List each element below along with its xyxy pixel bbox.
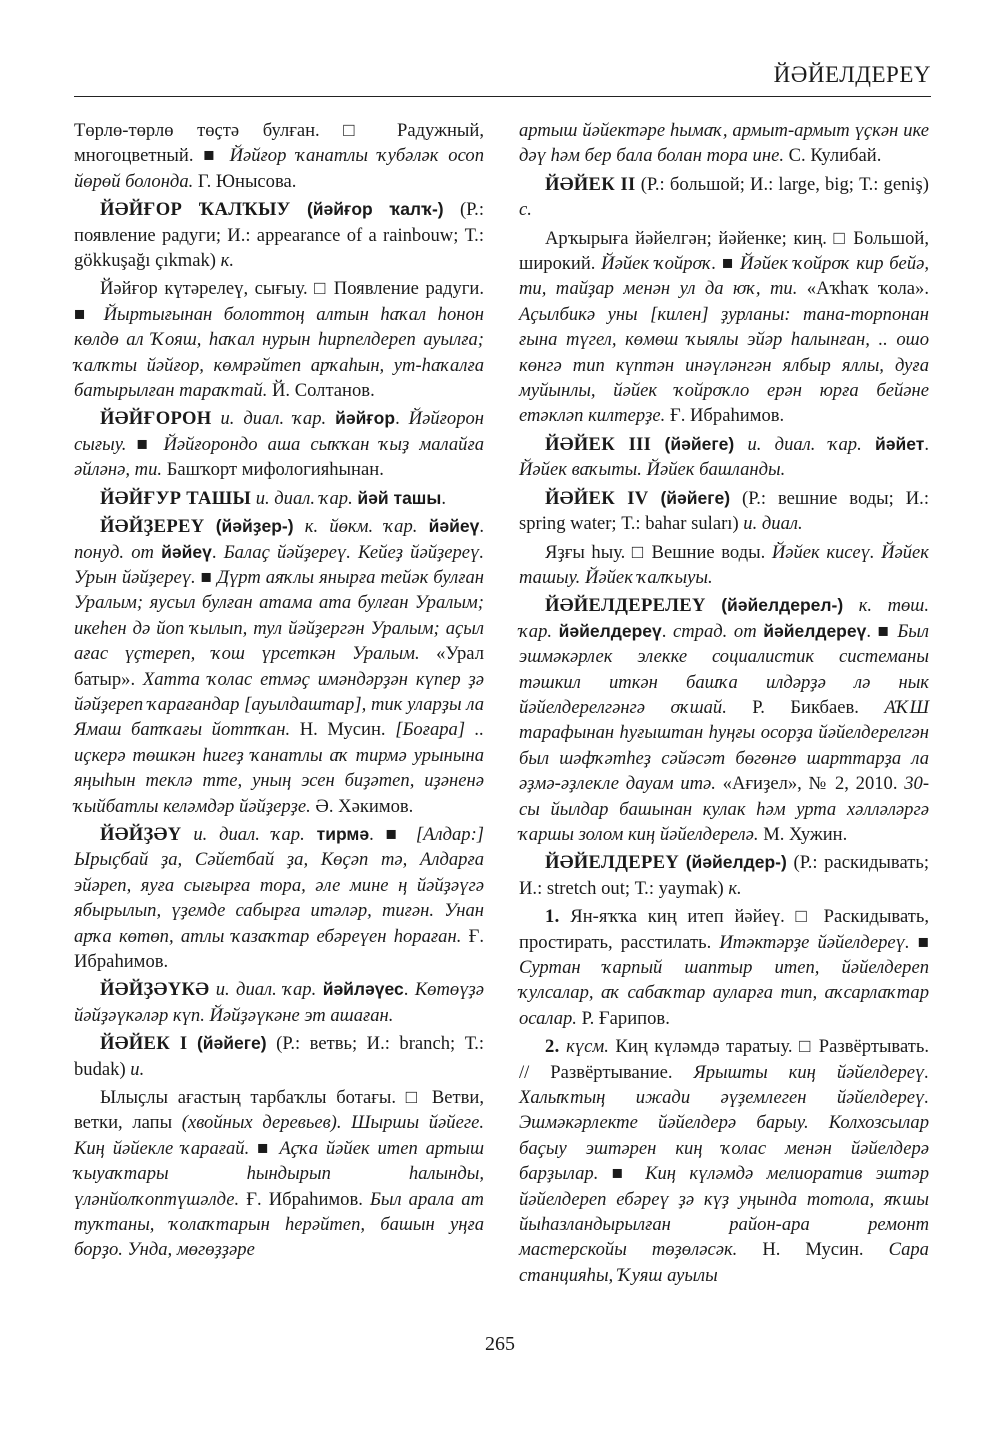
entry-text: . ■ xyxy=(369,823,416,845)
headword: ЙӘЙҒОР ҠАЛҠЫУ xyxy=(100,199,291,221)
entry-text: (Р.: ветвь; И.: branch; Т.: budak) xyxy=(74,1033,485,1080)
dictionary-entry xyxy=(74,406,484,482)
dictionary-entry xyxy=(519,593,929,847)
entry-text: ■ xyxy=(716,253,741,275)
italic-text: с. xyxy=(519,199,532,221)
entry-text: (Р.: раскидывать; И.: stretch out; Т.: yaymak) xyxy=(519,852,929,899)
entry-text: . xyxy=(661,620,673,642)
entry-text xyxy=(291,199,307,220)
dictionary-entry xyxy=(519,118,929,169)
entry-text: Йәйғор күтәрелеү, сығыу. □ Появление радуги. ■ xyxy=(74,278,484,325)
entry-text xyxy=(305,824,317,845)
italic-text: к. төш. ҡар. xyxy=(519,595,929,642)
italic-text: к. йөкм. ҡар. xyxy=(304,516,418,538)
entry-text: Яҙғы һыу. □ Вешние воды. xyxy=(545,541,772,563)
grammar-form: (йәйғор ҡалҡ-) xyxy=(306,199,444,220)
grammar-form: (йәйелдер-) xyxy=(685,852,787,873)
italic-text: (хвойных деревьев). Шыршы йәйеге. Киң йәйеклe ҡарағай. xyxy=(74,1112,484,1159)
entry-text: Төрлө-төрлө төҫтә булған. xyxy=(74,120,344,141)
entry-text: Р. Бикбаев. xyxy=(726,696,885,718)
entry-text: . xyxy=(924,433,930,455)
dictionary-entry xyxy=(519,904,929,1031)
italic-text: Балаҫ йәйҙереү. Кейеҙ йәйҙереү. Урын йәйҙереү. xyxy=(74,541,484,588)
italic-text: Был арала ат туҡтаны, ҡолаҡтарын һерәйтеп, башын уңға борҙо. Унда, мөгөҙҙәре xyxy=(74,1188,484,1261)
italic-text: Сара станцияһы, Ҡуяш ауылы xyxy=(519,1239,929,1286)
entry-text xyxy=(417,516,428,537)
entry-text: . xyxy=(479,516,484,538)
entry-text: Ә. Хәкимов. xyxy=(310,795,414,817)
headword: ЙӘЙЕЛДЕРЕЛЕҮ xyxy=(545,595,706,617)
entry-text: Башҡорт мифологияһынан. xyxy=(162,459,384,481)
italic-text: 30-сы йылдар башынан кулак һәм урта хәлләләргә ҡаршы золом киң йәйелдерелә. xyxy=(519,773,930,845)
entry-text: (Р.: появление радуги; И.: appearance of a rainbouw; Т.: gökkuşağı çıkmak) xyxy=(74,199,484,272)
entry-text xyxy=(734,434,747,455)
entry-text: Ян-яҡҡа киң итеп йәйеү. □ Раскидывать, простирать, расстилать. xyxy=(519,906,929,953)
italic-text: артыш йәйектәре һымаҡ, армыт-армыт үҫкән ике дәү һәм бер бала болан тора ине. xyxy=(519,120,929,167)
grammar-form: йәйелдереү xyxy=(558,620,662,641)
italic-text: Аҫҡа йәйек итеп артыш ҡыуаҡтары һындырып һалынды, үләнйолҡоптүшәлде. xyxy=(74,1137,485,1210)
left-column xyxy=(74,118,484,1266)
italic-text: и. диал. ҡар. xyxy=(193,823,305,845)
italic-text: Йәйек ҡойроҡ кир бейә, ти, тайҙар менән ул да юҡ, ти. xyxy=(519,253,930,300)
italic-text: страд. от xyxy=(673,620,757,642)
entry-text: Й. Солтанов. xyxy=(267,380,375,402)
italic-text: Йәйғор ҡанатлы ҡубәләк осоп йөрөй болонда. xyxy=(74,145,484,192)
entry-text: . ■ xyxy=(866,620,898,642)
grammar-form: (йәйеге) xyxy=(660,487,731,508)
entry-text: Арҡырыға йәйелгән; йәйенке; киң. □ Большой, широкий. xyxy=(519,227,929,275)
italic-text: Көтөүҙә йәйҙәүкәләр күп. Йәйҙәүкәне эт ашаған. xyxy=(74,979,485,1026)
italic-text: и. диал. ҡар. xyxy=(215,979,317,1001)
entry-text xyxy=(679,852,686,873)
italic-text: [Боғара] .. иҫкерә төшкән һигеҙ ҡанатлы аҡ тирмә урынына яңыһын теклә тте, уның эсен биҙәтеп, иҙәненә ҡыйбатлы келәмдәр йәйҙерҙе. xyxy=(74,719,484,817)
italic-text: [Алдар:] Ырыҫбай ҙа, Сәйетбай ҙа, Көҫәп тә, Алдарға эйәреп, яуға сығырға тора, әле мине ң йәйҙәүгә ябырылып, үҙемде сабырға итәләр, тиғән. Унан арҡа көтөп, атлы ҡазаҡтар ебәреүен һораған. xyxy=(74,823,485,947)
entry-text: Ғ. Ибраһимов. xyxy=(665,405,785,427)
italic-text: Ярышты киң йәйелдереү. Халыҡтың ижади әүҙемлеген йәйелдереү. Эшмәкәрлекте йәйелдерә барыу. Колхозсылар баҫыу эштәрен киң ҡолас менән йәйелдерә барҙылар. xyxy=(519,1061,930,1185)
header-rule xyxy=(74,96,931,97)
entry-text: ■ xyxy=(598,1163,646,1185)
grammar-form: йәйелдереү xyxy=(763,620,867,641)
entry-text: «Аҡһаҡ ҡола». xyxy=(797,278,929,300)
entry-text xyxy=(552,621,559,642)
italic-text: и. диал. ҡар. xyxy=(220,408,327,430)
headword: ЙӘЙҒУР ТАШЫ xyxy=(100,487,252,509)
entry-text: Киң күләмдә таратыу. □ Развёртывать. // Развёртывание. xyxy=(519,1036,929,1083)
entry-text xyxy=(204,516,215,537)
entry-text: . xyxy=(403,979,415,1001)
dictionary-entry xyxy=(519,172,929,223)
grammar-form: йәйләүес xyxy=(322,979,404,1000)
italic-text: Йәйғорондо аша сыҡҡан ҡыҙ малайға әйләнә, ти. xyxy=(74,433,484,481)
italic-text: к. xyxy=(728,877,742,899)
entry-text: Ғ. Ибраһимов. xyxy=(239,1188,370,1210)
italic-text: Йыртығынан болоттоң алтын һаҡал һонон көлдө ал Ҡояш, һаҡал нурын һирпелдереп ауылға; ҡалҡты йәйғор, көмрәйтеп арҡаһын, ут-һаҡалға батырылған тараҡтай. xyxy=(74,303,484,402)
italic-text: к. xyxy=(220,250,235,272)
entry-text: М. Хужин. xyxy=(758,823,848,845)
entry-text: . xyxy=(441,487,446,509)
italic-text: Хатта ҡолас етмәҫ имәндәрҙән күпер ҙә йәйҙереп ҡарағандар [ауылдаштар], тик уларҙы ла Ямаш батҡағы йоттҡан. xyxy=(74,668,484,741)
italic-text: Был эшмәкәрлек элекке социалистик системаны тәшкил иткән башҡа илдәрҙә лә нык йәйелдерелгәнгә оҡшай. xyxy=(519,620,929,718)
entry-text: Р. Ғарипов. xyxy=(576,1007,670,1029)
entry-text: Н. Мусин. xyxy=(290,719,396,741)
entry-text: ■ xyxy=(126,433,164,455)
italic-text: АҠШ тарафынан һуғыштан һуңғы осорҙа йәйелдерелгән был шәфҡәтһеҙ сәйәсәт бөгөнгө шарттарҙа ла әҙмә-әҙлекле дауам итә. xyxy=(519,696,930,795)
entry-text: ■ xyxy=(203,145,230,167)
headword: ЙӘЙҘӘҮКӘ xyxy=(100,979,210,1001)
headword: ЙӘЙЕК I xyxy=(100,1033,188,1055)
italic-text: и. диал. xyxy=(743,513,803,535)
grammar-form: йәй ташы xyxy=(357,487,442,508)
italic-text: Йәйек ваҡыты. Йәйек башланды. xyxy=(519,459,786,481)
italic-text: Киң күләмдә мелиоратив эштәр йәйелдереп ебәреү ҙә күҙ уңында тотола, яҡшы йыһазландырылған район-ара ремонт мастерскойы төҙөләсәк. xyxy=(519,1163,929,1261)
dictionary-entry xyxy=(74,977,484,1028)
dictionary-entry xyxy=(74,822,484,974)
entry-text xyxy=(294,516,305,537)
grammar-form: (йәйҙер-) xyxy=(215,516,294,537)
entry-text: Г. Юнысова. xyxy=(193,170,297,192)
dictionary-entry xyxy=(74,1031,484,1082)
headword: ЙӘЙЕК III xyxy=(545,433,652,455)
dictionary-entry xyxy=(74,197,484,273)
entry-text: (Р.: вешние воды; И.: spring water; Т.: bahar suları) xyxy=(519,487,929,535)
headword: ЙӘЙҒОРОН xyxy=(100,408,212,430)
page-number: 265 xyxy=(485,1333,515,1355)
dictionary-entry xyxy=(519,540,929,591)
dictionary-entry xyxy=(74,276,484,403)
entry-text: Н. Мусин. xyxy=(737,1239,889,1261)
entry-text: ■ xyxy=(249,1137,280,1159)
italic-text: Аҫылбикә уны [килен] ҙурланы: тана-торпонан ғына түгел, көмөш ҡыялы эйәр һалынған, .. ошо көнгә тип күптән инәүләнгән ялбыр яллы, дуға муйынлы, йәйек ҡойроҡло ерән юрға бейәне етәкләп килтерҙе. xyxy=(519,303,929,427)
entry-text xyxy=(181,824,193,845)
grammar-form: (йәйелдерел-) xyxy=(721,595,844,616)
grammar-form: йәйеү xyxy=(161,541,212,562)
entry-text xyxy=(649,488,661,509)
running-head: ЙӘЙЕЛДЕРЕҮ xyxy=(773,62,931,87)
sense-number: 1. xyxy=(545,906,560,928)
entry-text: «Урал батыр». xyxy=(74,643,484,690)
grammar-form: йәйғор xyxy=(335,408,396,429)
entry-text xyxy=(212,408,221,429)
headword: ЙӘЙҘЕРЕҮ xyxy=(100,516,205,538)
entry-text: ■ xyxy=(909,931,929,953)
grammar-form: тирмә xyxy=(316,823,370,844)
italic-text: понуд. от xyxy=(74,541,154,563)
grammar-form: йәйет xyxy=(875,433,925,454)
entry-text: Ғ. Ибраһимов. xyxy=(74,925,485,972)
sense-number: 2. xyxy=(545,1036,560,1058)
entry-text: . xyxy=(395,408,409,430)
italic-text: Йәйек кисеү. Йәйек ташыу. Йәйек ҡалҡыуы. xyxy=(519,541,930,588)
entry-text xyxy=(326,408,335,429)
italic-text: Дүрт аяҡлы янырға тейәк булған Уралым; яусыл булған атама ата булған Уралым; икеһен дә йоп ҡылып, тул йәйҙергән Уралым; аҫыл ағас үҫтереп, ҡош үрсеткән Уралым. xyxy=(74,566,484,665)
dictionary-entry xyxy=(519,486,929,537)
italic-text: и. диал. ҡар. xyxy=(747,433,862,455)
entry-text xyxy=(862,434,875,455)
grammar-form: йәйеү xyxy=(428,516,480,537)
entry-text: □ Радужный, многоцветный. xyxy=(74,120,484,167)
headword: ЙӘЙЕК IV xyxy=(545,487,649,509)
entry-text: С. Кулибай. xyxy=(783,145,882,167)
entry-text xyxy=(651,434,664,455)
entry-text: Ылыҫлы ағастың тарбаҡлы ботағы. □ Ветви, ветки, лапы xyxy=(74,1087,484,1134)
dictionary-entry xyxy=(519,1034,929,1288)
entry-text: «Ағиҙел», № 2, 2010. xyxy=(715,773,905,795)
dictionary-entry xyxy=(519,850,929,901)
dictionary-entry xyxy=(74,486,484,511)
entry-text: (Р.: большой; И.: large, big; Т.: geniş) xyxy=(635,173,929,195)
italic-text: Итәктәрҙе йәйелдереү. xyxy=(719,931,910,953)
dictionary-entry xyxy=(74,1085,484,1263)
dictionary-entry xyxy=(519,226,929,429)
italic-text: күсм. xyxy=(566,1036,609,1058)
entry-text: ■ xyxy=(195,566,218,588)
italic-text: и. xyxy=(130,1058,145,1080)
italic-text: Йәйек ҡойроҡ. xyxy=(601,253,717,275)
entry-text xyxy=(706,595,722,616)
dictionary-entry xyxy=(74,514,484,819)
headword: ЙӘЙЕК II xyxy=(545,173,636,195)
grammar-form: (йәйеге) xyxy=(196,1033,267,1054)
italic-text: Йәйғорон сығыу. xyxy=(74,408,485,455)
grammar-form: (йәйеге) xyxy=(664,433,735,454)
dictionary-entry xyxy=(74,118,484,194)
headword: ЙӘЙЕЛДЕРЕҮ xyxy=(545,852,680,874)
entry-text xyxy=(843,595,859,616)
headword: ЙӘЙҘӘҮ xyxy=(100,823,182,845)
italic-text: и. диал. ҡар. xyxy=(255,487,353,509)
dictionary-entry xyxy=(519,432,929,483)
entry-text: . xyxy=(211,541,224,563)
entry-text xyxy=(187,1033,197,1054)
italic-text: Суртан ҡарпый шаптыр итеп, йәйелдереп ҡулсалар, аҡ сабаҡтар ауларға тип, аҡсарлаҡтар осалар. xyxy=(519,957,929,1029)
right-column xyxy=(519,118,929,1291)
